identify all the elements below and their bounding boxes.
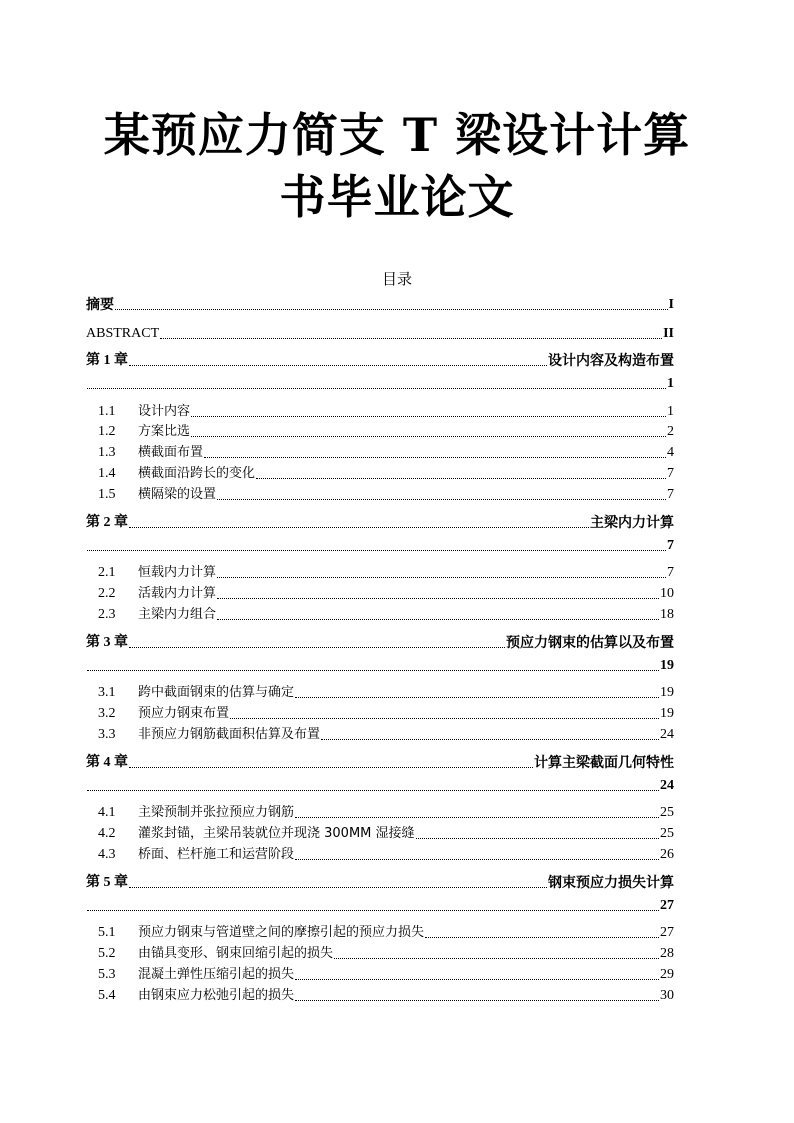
leader-dots (217, 577, 666, 578)
toc-chapter-2-page (86, 537, 674, 557)
leader-dots (87, 790, 659, 791)
leader-dots (416, 838, 659, 839)
toc-section-5-4[interactable] (86, 987, 674, 1007)
toc-entry-abstract-en[interactable] (86, 325, 674, 345)
toc-section-1-5[interactable] (86, 486, 674, 506)
toc-chapter-5[interactable] (86, 874, 674, 894)
leader-dots (295, 979, 659, 980)
section-title: 预应力钢束布置 (138, 706, 230, 721)
section-title: 方案比选 (138, 424, 191, 439)
section-page: 26 (660, 847, 674, 862)
section-title: 桥面、栏杆施工和运营阶段 (138, 847, 295, 862)
section-title: 由钢束应力松弛引起的损失 (138, 988, 295, 1003)
toc-section-5-1[interactable] (86, 924, 674, 944)
leader-dots (160, 338, 662, 339)
leader-dots (256, 478, 666, 479)
section-number: 4.1 (98, 805, 116, 820)
section-title: 由锚具变形、钢束回缩引起的损失 (138, 946, 334, 961)
document-title (60, 104, 734, 228)
toc-chapter-2[interactable] (86, 514, 674, 534)
toc-section-4-2[interactable] (86, 825, 674, 845)
section-page: 28 (660, 946, 674, 961)
toc-section-5-3[interactable] (86, 966, 674, 986)
section-number: 1.5 (98, 487, 116, 502)
section-page: 25 (660, 805, 674, 820)
toc-entry-abstract-cn[interactable] (86, 296, 674, 316)
section-page: 7 (667, 466, 674, 481)
section-number: 2.1 (98, 565, 116, 580)
section-title: 主梁预制并张拉预应力钢筋 (138, 805, 295, 820)
section-title: 非预应力钢筋截面积估算及布置 (138, 727, 321, 742)
toc-section-2-3[interactable] (86, 606, 674, 626)
title-line-2: 书毕业论文 (279, 170, 515, 224)
toc-section-4-1[interactable] (86, 804, 674, 824)
leader-dots (87, 670, 659, 671)
toc-chapter-4[interactable] (86, 754, 674, 774)
section-title: 恒载内力计算 (138, 565, 217, 580)
leader-dots (295, 817, 659, 818)
leader-dots (204, 457, 666, 458)
toc-chapter-5-page (86, 897, 674, 917)
toc-chapter-4-page (86, 777, 674, 797)
section-page: 7 (667, 487, 674, 502)
leader-dots (129, 647, 505, 648)
section-number: 1.1 (98, 404, 116, 419)
toc-section-1-4[interactable] (86, 465, 674, 485)
leader-dots (334, 958, 659, 959)
toc-chapter-1-page (86, 375, 674, 395)
chapter-page: 1 (667, 376, 674, 391)
leader-dots (129, 365, 547, 366)
section-number: 5.2 (98, 946, 116, 961)
section-page: 18 (660, 607, 674, 622)
section-title: 横截面布置 (138, 445, 204, 460)
leader-dots (191, 436, 666, 437)
section-number: 5.1 (98, 925, 116, 940)
chapter-page: 7 (667, 538, 674, 553)
section-title: 混凝土弹性压缩引起的损失 (138, 967, 295, 982)
chapter-title: 钢束预应力损失计算 (548, 875, 674, 891)
section-page: 4 (667, 445, 674, 460)
chapter-number: 第 1 章 (86, 353, 128, 368)
section-page: 10 (660, 586, 674, 601)
section-title: 预应力钢束与管道壁之间的摩擦引起的预应力损失 (138, 925, 425, 940)
toc-section-4-3[interactable] (86, 846, 674, 866)
section-page: 25 (660, 826, 674, 841)
chapter-number: 第 2 章 (86, 515, 128, 530)
toc-entry-page: I (668, 297, 674, 312)
section-number: 4.3 (98, 847, 116, 862)
leader-dots (295, 859, 659, 860)
toc-entry-label: 摘要 (86, 297, 114, 313)
chapter-number: 第 5 章 (86, 875, 128, 890)
section-number: 1.4 (98, 466, 116, 481)
leader-dots (230, 718, 659, 719)
toc-section-1-3[interactable] (86, 444, 674, 464)
toc-section-3-3[interactable] (86, 726, 674, 746)
chapter-title: 预应力钢束的估算以及布置 (506, 635, 674, 651)
toc-heading: 目录 (381, 270, 412, 288)
leader-dots (217, 499, 666, 500)
section-number: 1.2 (98, 424, 116, 439)
section-title: 主梁内力组合 (138, 607, 217, 622)
section-number: 5.4 (98, 988, 116, 1003)
toc-section-3-1[interactable] (86, 684, 674, 704)
section-page: 30 (660, 988, 674, 1003)
title-line-1: 某预应力简支 T 梁设计计算 (103, 108, 691, 162)
leader-dots (87, 910, 659, 911)
section-title: 活载内力计算 (138, 586, 217, 601)
leader-dots (425, 937, 659, 938)
section-page: 2 (667, 424, 674, 439)
section-page: 24 (660, 727, 674, 742)
leader-dots (129, 887, 547, 888)
section-number: 2.3 (98, 607, 116, 622)
toc-section-3-2[interactable] (86, 705, 674, 725)
leader-dots (129, 767, 533, 768)
section-number: 3.2 (98, 706, 116, 721)
leader-dots (87, 550, 666, 551)
leader-dots (217, 598, 659, 599)
chapter-page: 27 (660, 898, 674, 913)
leader-dots (295, 697, 659, 698)
toc-section-1-1[interactable] (86, 403, 674, 423)
section-title: 横截面沿跨长的变化 (138, 466, 256, 481)
toc-chapter-3-page (86, 657, 674, 677)
section-number: 5.3 (98, 967, 116, 982)
section-title: 横隔梁的设置 (138, 487, 217, 502)
section-page: 1 (667, 404, 674, 419)
section-number: 4.2 (98, 826, 116, 841)
chapter-page: 24 (660, 778, 674, 793)
leader-dots (295, 1000, 659, 1001)
leader-dots (115, 309, 668, 310)
leader-dots (321, 739, 659, 740)
section-number: 2.2 (98, 586, 116, 601)
leader-dots (87, 388, 666, 389)
leader-dots (191, 416, 666, 417)
toc-section-1-2[interactable] (86, 423, 674, 443)
section-number: 1.3 (98, 445, 116, 460)
toc-chapter-3[interactable] (86, 634, 674, 654)
chapter-title: 主梁内力计算 (590, 515, 674, 531)
section-title: 设计内容 (138, 404, 191, 419)
chapter-page: 19 (660, 658, 674, 673)
chapter-title: 计算主梁截面几何特性 (534, 755, 674, 771)
chapter-title: 设计内容及构造布置 (548, 353, 674, 369)
chapter-number: 第 3 章 (86, 635, 128, 650)
section-page: 29 (660, 967, 674, 982)
toc-section-2-1[interactable] (86, 564, 674, 584)
toc-entry-page: II (663, 326, 674, 341)
section-page: 19 (660, 685, 674, 700)
section-number: 3.3 (98, 727, 116, 742)
section-number: 3.1 (98, 685, 116, 700)
section-page: 7 (667, 565, 674, 580)
section-page: 27 (660, 925, 674, 940)
toc-entry-label: ABSTRACT (86, 326, 160, 341)
leader-dots (129, 527, 589, 528)
toc-section-2-2[interactable] (86, 585, 674, 605)
section-title: 跨中截面钢束的估算与确定 (138, 685, 295, 700)
toc-chapter-1[interactable] (86, 352, 674, 372)
leader-dots (217, 619, 659, 620)
toc-section-5-2[interactable] (86, 945, 674, 965)
chapter-number: 第 4 章 (86, 755, 128, 770)
section-page: 19 (660, 706, 674, 721)
section-title: 灌浆封锚，主梁吊装就位并现浇 300MM 湿接缝 (138, 826, 415, 841)
